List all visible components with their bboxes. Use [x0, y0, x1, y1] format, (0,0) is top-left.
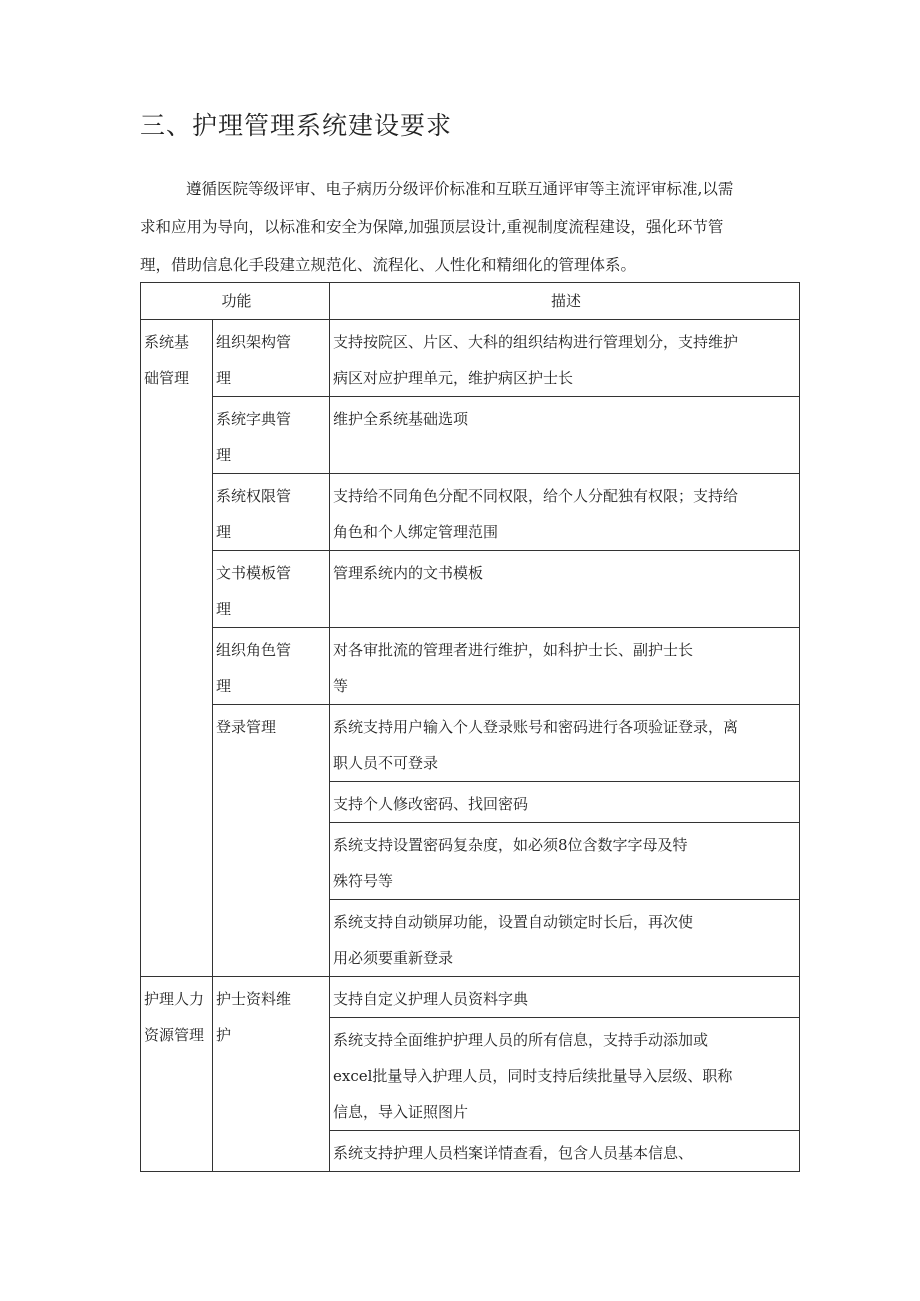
function-cell	[213, 551, 330, 628]
description-text: 信息，导入证照图片	[333, 1103, 469, 1121]
category-label: 资源管理	[144, 1026, 205, 1044]
intro-line: 求和应用为导向，以标准和安全为保障,加强顶层设计,重视制度流程建设，强化环节管	[140, 218, 724, 236]
description-text: 支持自定义护理人员资料字典	[333, 990, 529, 1008]
description-cell	[330, 1131, 800, 1172]
requirements-table	[140, 282, 800, 1172]
function-cell	[213, 320, 330, 397]
function-name: 组织角色管	[216, 641, 292, 659]
table-row	[141, 320, 800, 397]
table-row	[141, 397, 800, 474]
function-name: 理	[216, 369, 232, 387]
description-text: 维护全系统基础选项	[333, 410, 469, 428]
description-cell	[330, 705, 800, 782]
function-name: 系统权限管	[216, 487, 292, 505]
description-cell	[330, 782, 800, 823]
category-label: 系统基	[144, 333, 190, 351]
table-row	[141, 977, 800, 1018]
function-name: 护士资料维	[216, 990, 292, 1008]
description-cell	[330, 823, 800, 900]
category-label: 护理人力	[144, 990, 205, 1008]
description-text: 用必须要重新登录	[333, 949, 454, 967]
table-row	[141, 474, 800, 551]
description-text: 系统支持自动锁屏功能，设置自动锁定时长后，再次使	[333, 913, 694, 931]
description-cell	[330, 397, 800, 474]
function-name: 文书模板管	[216, 564, 292, 582]
description-text: excel批量导入护理人员，同时支持后续批量导入层级、职称	[333, 1067, 733, 1085]
table-row	[141, 628, 800, 705]
description-text: 系统支持设置密码复杂度，如必须8位含数字字母及特	[333, 836, 688, 854]
function-cell	[213, 705, 330, 977]
description-text: 支持给不同角色分配不同权限，给个人分配独有权限；支持给	[333, 487, 739, 505]
description-cell	[330, 900, 800, 977]
function-cell	[213, 977, 330, 1172]
description-text: 病区对应护理单元，维护病区护士长	[333, 369, 574, 387]
description-cell	[330, 320, 800, 397]
table-header-row	[141, 283, 800, 320]
description-text: 等	[333, 677, 349, 695]
function-cell	[213, 628, 330, 705]
intro-line: 遵循医院等级评审、电子病历分级评价标准和互联互通评审等主流评审标准,以需	[186, 180, 734, 198]
header-function: 功能	[141, 283, 330, 320]
description-cell	[330, 628, 800, 705]
description-cell	[330, 977, 800, 1018]
function-cell	[213, 474, 330, 551]
description-text: 系统支持用户输入个人登录账号和密码进行各项验证登录，离	[333, 718, 739, 736]
description-text: 系统支持全面维护护理人员的所有信息，支持手动添加或	[333, 1031, 709, 1049]
description-text: 系统支持护理人员档案详情查看，包含人员基本信息、	[333, 1144, 694, 1162]
function-name: 护	[216, 1026, 232, 1044]
function-cell	[213, 397, 330, 474]
description-text: 对各审批流的管理者进行维护，如科护士长、副护士长	[333, 641, 694, 659]
function-name: 理	[216, 600, 232, 618]
page-title: 三、护理管理系统建设要求	[140, 111, 453, 140]
category-label: 础管理	[144, 369, 190, 387]
description-cell	[330, 1018, 800, 1131]
function-name: 组织架构管	[216, 333, 292, 351]
description-text: 殊符号等	[333, 872, 394, 890]
function-name: 登录管理	[216, 718, 277, 736]
category-cell	[141, 320, 213, 977]
description-text: 职人员不可登录	[333, 754, 439, 772]
description-cell	[330, 474, 800, 551]
header-description: 描述	[330, 283, 800, 320]
description-text: 角色和个人绑定管理范围	[333, 523, 499, 541]
intro-line: 理，借助信息化手段建立规范化、流程化、人性化和精细化的管理体系。	[140, 256, 637, 274]
intro-paragraph	[140, 170, 800, 284]
table-row	[141, 551, 800, 628]
function-name: 系统字典管	[216, 410, 292, 428]
table-row	[141, 705, 800, 782]
description-cell	[330, 551, 800, 628]
category-cell	[141, 977, 213, 1172]
description-text: 支持按院区、片区、大科的组织结构进行管理划分，支持维护	[333, 333, 739, 351]
function-name: 理	[216, 523, 232, 541]
description-text: 支持个人修改密码、找回密码	[333, 795, 529, 813]
function-name: 理	[216, 677, 232, 695]
description-text: 管理系统内的文书模板	[333, 564, 484, 582]
function-name: 理	[216, 446, 232, 464]
